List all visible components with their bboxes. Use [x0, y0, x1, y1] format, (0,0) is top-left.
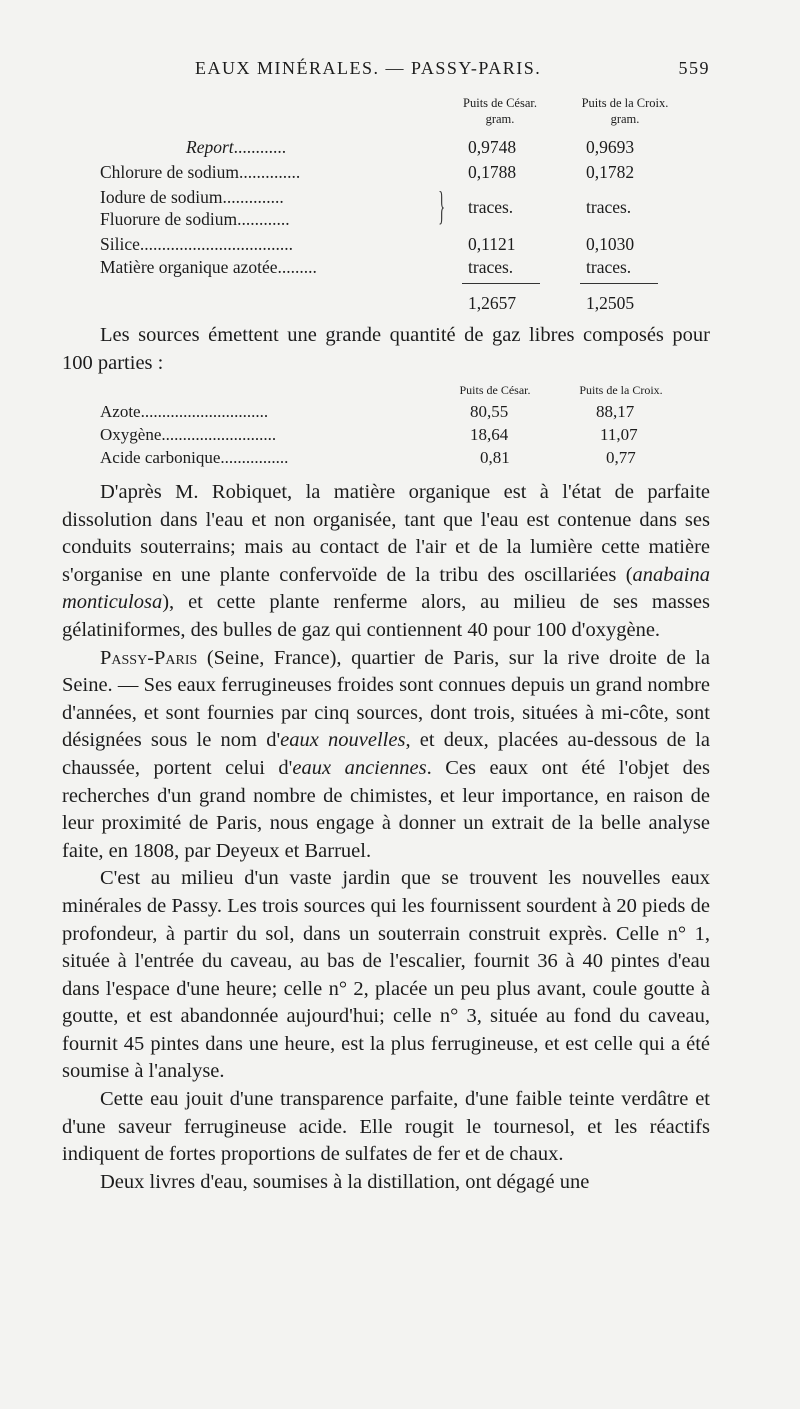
row-label [100, 186, 284, 208]
page-number: 559 [678, 58, 710, 78]
row-value-croix: 0,1030 [586, 234, 635, 254]
p2-text-c: . Ces eaux ont été l'objet des recherches d'un grand nombre de chimistes, et leur importance, en raison de leur proximité de Paris, nous engage à donner un extrait de la belle analyse faite, en 1808, par Deyeux et Barruel. [62, 756, 711, 862]
row-dots: .............. [239, 162, 301, 182]
row-label [100, 208, 290, 230]
gas-intro-text: Les sources émettent une grande quantité de gaz libres composés pour 100 parties : [62, 324, 710, 374]
body-text [62, 479, 710, 1196]
row-value-croix: 0,77 [606, 448, 636, 467]
header-title: EAUX MINÉRALES. — PASSY-PARIS. [195, 58, 542, 78]
row-value-croix: 0,9693 [586, 137, 635, 157]
col-head-croix-unit: gram. [610, 112, 640, 126]
p2-text-a: (Seine, France), quartier de Paris, sur la rive droite de la Seine. — Ses eaux ferrugineuses froides sont connues depuis un grand nombre d'années, et sont fournies par cinq sources, dont trois, situées à mi-côte, sont désignées sous le nom d' [62, 646, 710, 752]
total-value-cesar: 1,2657 [468, 293, 517, 313]
gas-intro-paragraph [62, 322, 710, 377]
row-value-cesar: 80,55 [470, 402, 509, 421]
row-dots: .............................. [140, 402, 269, 421]
row-dots: ................................... [139, 234, 293, 254]
row-dots: ............ [237, 209, 290, 229]
row-label [100, 447, 288, 469]
row-value-cesar: 0,1788 [468, 162, 517, 182]
row-value-croix: 11,07 [600, 425, 638, 444]
col-head-cesar-unit: gram. [485, 112, 515, 126]
p1-species-name: anabaina monticulosa [62, 563, 710, 614]
row-label-text: Iodure de sodium [100, 187, 223, 207]
total-rule-cesar [462, 283, 540, 284]
row-label-text: Silice [100, 234, 140, 254]
p1-text-a: D'après M. Robiquet, la matière organique est à l'état de parfaite dissolution dans l'eau et non organisée, tant que l'eau est contenue dans ses conduits souterrains; mais au contact de l'air et de la lumière cette matière s'organise en une plante confervoïde de la tribu des oscillariées ( [62, 481, 710, 586]
col-head-croix [560, 95, 690, 127]
total-value-croix: 1,2505 [586, 293, 635, 313]
row-dots: ............ [233, 137, 287, 157]
row-dots: ................ [220, 448, 289, 467]
table-row [100, 256, 660, 278]
gas-col-head-croix: Puits de la Croix. [579, 383, 663, 397]
table-row [100, 161, 660, 183]
row-label-text: Azote [100, 402, 141, 421]
p2-lead: Passy-Paris [100, 646, 198, 669]
row-label [100, 161, 300, 183]
row-value-croix: traces. [586, 197, 632, 217]
paragraph-passy [62, 645, 710, 866]
paragraph-jardin: C'est au milieu d'un vaste jardin que se trouvent les nouvelles eaux minérales de Passy. Les trois sources qui les fournissent sourdent à 20 pieds de profondeur, à partir du sol, dans un souterrain construit exprès. Celle n° 1, située à l'entrée du caveau, au bas de l'escalier, fournit 36 à 40 pintes d'eau dans l'espace d'une heure; celle n° 2, placée un peu plus avant, coule goutte à goutte, et est abandonnée aujourd'hui; celle n° 3, située au fond du caveau, fournit 45 pintes dans une heure, est la plus ferrugineuse, et est celle qui a été soumise à l'analyse. [62, 867, 710, 1083]
row-label [100, 401, 268, 423]
row-label [100, 233, 293, 255]
table-row [100, 447, 660, 469]
brace-glyph: } [438, 183, 445, 228]
col-head-cesar [440, 95, 560, 127]
table-row [100, 233, 660, 255]
table-row [100, 136, 660, 158]
row-label-text: Fluorure de sodium [100, 209, 238, 229]
row-label-text: Acide carbonique [100, 448, 221, 467]
row-value-cesar: 0,1121 [468, 234, 516, 254]
row-value-croix: 0,1782 [586, 162, 635, 182]
row-dots: .............. [222, 187, 284, 207]
row-value-cesar: traces. [468, 257, 514, 277]
col-head-croix-title: Puits de la Croix. [581, 96, 669, 110]
col-head-cesar-title: Puits de César. [463, 96, 537, 110]
paragraph-transparence: Cette eau jouit d'une transparence parfaite, d'une faible teinte verdâtre et d'une saveur ferrugineuse acide. Elle rougit le tournesol, et les réactifs indiquent de fortes proportions de sulfates de fer et de chaux. [62, 1088, 710, 1166]
row-value-cesar: 18,64 [470, 425, 509, 444]
total-rule-croix [580, 283, 658, 284]
row-value-croix: 88,17 [596, 402, 635, 421]
p2-italic-a: eaux nouvelles [280, 729, 406, 752]
row-value-cesar: 0,9748 [468, 137, 517, 157]
row-label-text: Matière organique azotée [100, 257, 278, 277]
row-dots: ........................... [161, 425, 277, 444]
row-label [100, 424, 276, 446]
row-label-text: Report [186, 137, 234, 157]
table-row [100, 401, 660, 423]
row-label [100, 256, 317, 278]
row-label-text: Oxygène [100, 425, 162, 444]
row-value-cesar: 0,81 [480, 448, 510, 467]
table-row [100, 186, 660, 208]
row-value-cesar: traces. [468, 197, 514, 217]
paragraph-distillation: Deux livres d'eau, soumises à la distillation, ont dégagé une [100, 1170, 590, 1193]
p1-text-b: ), et cette plante renferme alors, au milieu de ses masses gélatiniformes, des bulles de gaz qui contiennent 40 pour 100 d'oxygène. [62, 591, 710, 641]
row-label-text: Chlorure de sodium [100, 162, 240, 182]
p2-italic-b: eaux anciennes [292, 756, 427, 779]
paragraph-robiquet [62, 479, 710, 645]
row-dots: ......... [277, 257, 317, 277]
row-value-croix: traces. [586, 257, 632, 277]
p2-text-b: , et deux, placées au-dessous de la chaussée, portent celui d' [62, 729, 710, 779]
row-label [186, 136, 286, 158]
gas-col-head-cesar: Puits de César. [459, 383, 531, 397]
table-row [100, 424, 660, 446]
total-row [100, 292, 660, 314]
